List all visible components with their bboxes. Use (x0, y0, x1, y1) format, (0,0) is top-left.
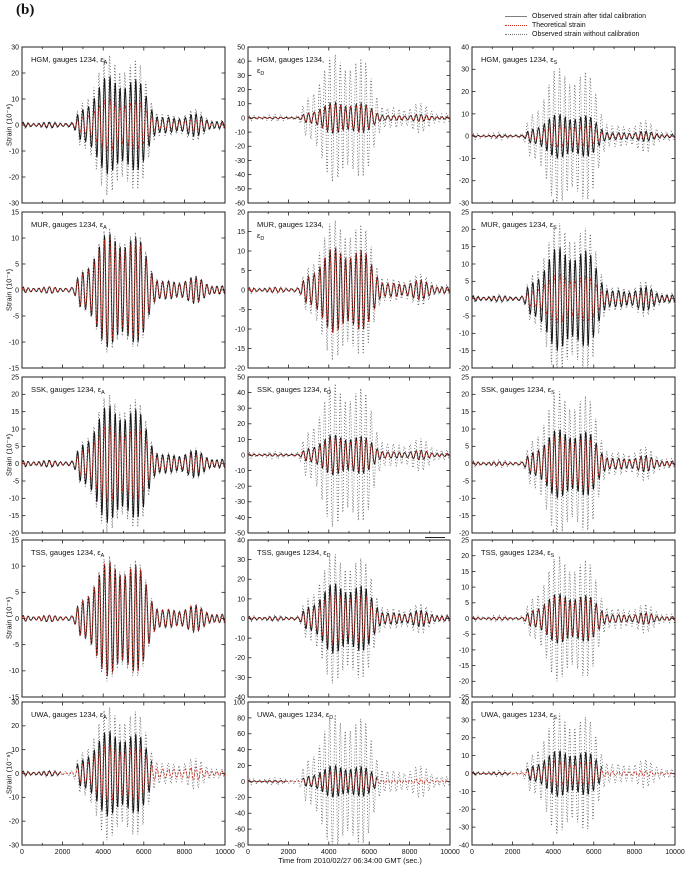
svg-text:0: 0 (15, 770, 19, 778)
svg-text:-5: -5 (12, 642, 19, 650)
svg-text:-10: -10 (234, 468, 245, 475)
svg-text:50: 50 (237, 44, 245, 52)
svg-text:30: 30 (461, 66, 469, 74)
svg-text:-15: -15 (8, 365, 19, 373)
svg-text:-20: -20 (458, 806, 469, 814)
svg-text:-5: -5 (238, 306, 245, 314)
svg-text:-20: -20 (234, 483, 245, 491)
y-axis-title-row5: Strain (10⁻⁹) (4, 751, 14, 795)
svg-text:0: 0 (465, 296, 469, 304)
svg-text:6000: 6000 (361, 849, 377, 856)
svg-text:5: 5 (241, 267, 245, 275)
svg-text:0: 0 (15, 461, 19, 469)
svg-text:20: 20 (11, 70, 19, 78)
svg-text:εD: $\varepsilon_D$ (257, 231, 265, 242)
svg-text:10000: 10000 (215, 849, 235, 856)
svg-text:0: 0 (15, 615, 19, 623)
svg-text:25: 25 (11, 374, 19, 382)
svg-text:20: 20 (237, 209, 245, 217)
svg-text:-15: -15 (8, 694, 19, 702)
svg-text:10: 10 (11, 426, 19, 434)
panel-SSK-εD (235, 374, 450, 537)
svg-text:10: 10 (461, 584, 469, 592)
svg-text:-5: -5 (12, 478, 19, 486)
svg-text:15: 15 (11, 537, 19, 545)
panel-HGM-εD (235, 44, 450, 207)
svg-text:15: 15 (237, 228, 245, 236)
svg-text:20: 20 (11, 723, 19, 731)
svg-text:-15: -15 (458, 348, 469, 356)
svg-text:10: 10 (461, 261, 469, 269)
svg-text:25: 25 (461, 374, 469, 382)
svg-text:-5: -5 (462, 313, 469, 321)
x-axis-title: Time from 2010/02/27 06:34:00 GMT (sec.) (278, 856, 422, 865)
svg-text:10: 10 (461, 111, 469, 119)
svg-text:0: 0 (465, 770, 469, 778)
panel-HGM-εS (459, 44, 675, 207)
svg-text:-30: -30 (234, 674, 245, 682)
svg-text:4000: 4000 (321, 849, 337, 856)
svg-text:6000: 6000 (136, 849, 152, 856)
svg-text:UWA, gauges 1234, εD: UWA, gauges 1234, $\varepsilon_D$ (257, 710, 334, 721)
panel-TSS-εD (235, 537, 450, 701)
svg-text:20: 20 (237, 762, 245, 770)
svg-text:20: 20 (237, 576, 245, 584)
svg-text:-20: -20 (234, 794, 245, 802)
svg-text:30: 30 (237, 72, 245, 80)
svg-text:2000: 2000 (54, 849, 71, 856)
svg-text:4000: 4000 (545, 849, 561, 856)
svg-text:10: 10 (237, 101, 245, 109)
svg-text:-10: -10 (234, 129, 245, 137)
panel-MUR-εS (459, 209, 675, 375)
svg-text:15: 15 (461, 409, 469, 417)
svg-text:UWA, gauges 1234, εA: UWA, gauges 1234, $\varepsilon_A$ (31, 710, 107, 721)
svg-text:TSS, gauges 1234, εD: TSS, gauges 1234, $\varepsilon_D$ (257, 548, 331, 559)
svg-text:20: 20 (461, 553, 469, 561)
svg-text:10000: 10000 (665, 849, 685, 856)
svg-text:SSK, gauges 1234, εA: SSK, gauges 1234, $\varepsilon_A$ (31, 385, 105, 396)
svg-text:SSK, gauges 1234, εD: SSK, gauges 1234, $\varepsilon_D$ (257, 385, 331, 396)
svg-text:-10: -10 (458, 155, 469, 163)
svg-text:-15: -15 (458, 663, 469, 670)
svg-text:60: 60 (237, 731, 245, 739)
svg-text:0: 0 (465, 615, 469, 623)
svg-text:0: 0 (241, 115, 245, 123)
svg-text:5: 5 (15, 589, 19, 597)
svg-text:TSS, gauges 1234, εA: TSS, gauges 1234, $\varepsilon_A$ (31, 548, 105, 559)
legend-label: Observed strain without calibration (532, 31, 640, 38)
svg-text:-25: -25 (458, 694, 469, 702)
svg-text:0: 0 (241, 615, 245, 623)
panel-UWA-εD (233, 699, 460, 856)
svg-text:-80: -80 (234, 842, 245, 850)
svg-text:-10: -10 (8, 668, 19, 676)
y-axis-title-row4: Strain (10⁻⁹) (4, 596, 14, 640)
svg-text:0: 0 (465, 461, 469, 469)
svg-text:0: 0 (470, 849, 474, 856)
svg-text:5: 5 (465, 278, 469, 286)
svg-text:4000: 4000 (95, 849, 111, 856)
svg-text:40: 40 (237, 747, 245, 755)
svg-text:30: 30 (11, 44, 19, 52)
svg-text:10: 10 (11, 747, 19, 755)
svg-text:0: 0 (15, 287, 19, 295)
svg-text:-20: -20 (8, 530, 19, 538)
svg-text:25: 25 (461, 537, 469, 545)
svg-text:-60: -60 (234, 826, 245, 834)
svg-text:0: 0 (20, 849, 24, 856)
svg-text:-20: -20 (234, 655, 245, 663)
svg-text:5: 5 (15, 261, 19, 269)
svg-text:20: 20 (461, 226, 469, 234)
svg-text:10: 10 (237, 436, 245, 444)
panel-UWA-εA (9, 699, 235, 856)
svg-text:-10: -10 (234, 635, 245, 643)
svg-text:-10: -10 (458, 788, 469, 796)
svg-text:-15: -15 (458, 513, 469, 521)
svg-text:40: 40 (237, 537, 245, 545)
svg-text:-30: -30 (458, 824, 469, 832)
svg-text:6000: 6000 (586, 849, 602, 856)
y-axis-title-row1: Strain (10⁻⁹) (4, 103, 14, 147)
svg-text:-20: -20 (458, 365, 469, 373)
svg-text:10: 10 (11, 563, 19, 571)
svg-text:MUR, gauges 1234, εS: MUR, gauges 1234, $\varepsilon_S$ (481, 220, 557, 231)
svg-text:0: 0 (15, 122, 19, 130)
svg-text:-10: -10 (8, 794, 19, 802)
scale-bar-mark (425, 537, 445, 538)
svg-text:40: 40 (237, 390, 245, 397)
svg-text:-10: -10 (458, 495, 469, 503)
svg-text:-50: -50 (234, 186, 245, 194)
svg-text:15: 15 (11, 409, 19, 417)
svg-text:HGM, gauges 1234, εS: HGM, gauges 1234, $\varepsilon_S$ (481, 55, 558, 66)
svg-text:15: 15 (461, 244, 469, 252)
svg-text:0: 0 (241, 778, 245, 786)
svg-text:-10: -10 (8, 339, 19, 347)
svg-text:HGM, gauges 1234, εA: HGM, gauges 1234, $\varepsilon_A$ (31, 55, 108, 66)
svg-text:8000: 8000 (401, 849, 418, 856)
svg-text:20: 20 (461, 88, 469, 96)
svg-text:-50: -50 (234, 530, 245, 538)
panel-MUR-εD (235, 209, 450, 372)
svg-text:40: 40 (461, 44, 469, 52)
svg-text:SSK, gauges 1234, εS: SSK, gauges 1234, $\varepsilon_S$ (481, 385, 555, 396)
svg-text:-30: -30 (234, 499, 245, 507)
panel-SSK-εS (459, 374, 675, 537)
panel-TSS-εA (9, 537, 225, 701)
svg-text:10000: 10000 (440, 849, 460, 856)
svg-text:-20: -20 (8, 818, 19, 826)
svg-text:5: 5 (465, 443, 469, 451)
svg-text:15: 15 (461, 568, 469, 576)
svg-text:10: 10 (11, 96, 19, 104)
svg-text:HGM, gauges 1234,: HGM, gauges 1234, (257, 55, 325, 64)
svg-text:0: 0 (246, 849, 250, 856)
svg-text:-40: -40 (234, 172, 245, 180)
svg-text:2000: 2000 (280, 849, 297, 856)
svg-text:-20: -20 (234, 143, 245, 151)
svg-text:-5: -5 (462, 631, 469, 639)
svg-text:-15: -15 (234, 345, 245, 353)
svg-text:-20: -20 (458, 178, 469, 186)
svg-text:10: 10 (461, 753, 469, 761)
svg-text:50: 50 (237, 374, 245, 382)
svg-text:-10: -10 (8, 148, 19, 156)
svg-text:-15: -15 (8, 513, 19, 521)
svg-text:5: 5 (465, 600, 469, 608)
svg-text:-5: -5 (462, 478, 469, 486)
svg-text:25: 25 (461, 209, 469, 217)
figure-panel-label: (b) (16, 2, 35, 18)
svg-text:0: 0 (465, 133, 469, 141)
svg-text:0: 0 (241, 287, 245, 295)
svg-text:8000: 8000 (176, 849, 193, 856)
svg-text:-40: -40 (234, 810, 245, 818)
panel-UWA-εS (459, 699, 685, 856)
svg-text:80: 80 (237, 715, 245, 723)
svg-text:-20: -20 (8, 174, 19, 182)
legend-label: Observed strain after tidal calibration (532, 13, 646, 20)
svg-text:20: 20 (461, 391, 469, 399)
svg-text:5: 5 (15, 443, 19, 451)
svg-text:100: 100 (233, 699, 245, 707)
svg-text:30: 30 (11, 699, 19, 707)
svg-text:TSS, gauges 1234, εS: TSS, gauges 1234, $\varepsilon_S$ (481, 548, 555, 559)
svg-text:-30: -30 (8, 200, 19, 208)
svg-text:30: 30 (237, 557, 245, 565)
svg-text:10: 10 (237, 248, 245, 256)
svg-text:10: 10 (237, 596, 245, 604)
panel-SSK-εA (9, 374, 225, 537)
legend-label: Theoretical strain (532, 22, 586, 29)
svg-text:10: 10 (461, 426, 469, 434)
svg-text:MUR, gauges 1234,: MUR, gauges 1234, (257, 220, 324, 229)
svg-text:40: 40 (461, 699, 469, 707)
svg-text:-40: -40 (234, 514, 245, 522)
svg-text:-20: -20 (458, 530, 469, 538)
svg-text:20: 20 (237, 421, 245, 429)
svg-text:10: 10 (11, 235, 19, 243)
svg-text:-30: -30 (8, 842, 19, 850)
panel-HGM-εA (9, 44, 225, 207)
svg-text:-40: -40 (458, 842, 469, 850)
svg-text:UWA, gauges 1234, εS: UWA, gauges 1234, $\varepsilon_S$ (481, 710, 557, 721)
y-axis-title-row2: Strain (10⁻⁹) (4, 268, 14, 312)
svg-text:-10: -10 (234, 326, 245, 334)
svg-text:-60: -60 (234, 200, 245, 208)
svg-text:-40: -40 (234, 694, 245, 702)
svg-text:30: 30 (237, 405, 245, 413)
svg-text:-30: -30 (458, 200, 469, 208)
svg-text:-10: -10 (458, 647, 469, 655)
svg-text:20: 20 (461, 735, 469, 743)
svg-text:-20: -20 (458, 678, 469, 686)
panel-TSS-εS (459, 537, 675, 701)
svg-text:8000: 8000 (626, 849, 643, 856)
svg-text:-5: -5 (12, 313, 19, 321)
svg-text:0: 0 (241, 452, 245, 460)
svg-text:MUR, gauges 1234, εA: MUR, gauges 1234, $\varepsilon_A$ (31, 220, 107, 231)
svg-text:-20: -20 (234, 365, 245, 373)
svg-text:εD: $\varepsilon_D$ (257, 66, 265, 77)
svg-text:-10: -10 (8, 495, 19, 503)
svg-text:-30: -30 (234, 157, 245, 165)
svg-text:-10: -10 (458, 330, 469, 338)
svg-text:40: 40 (237, 58, 245, 66)
svg-text:15: 15 (11, 209, 19, 217)
svg-text:20: 20 (237, 86, 245, 94)
svg-text:2000: 2000 (504, 849, 521, 856)
svg-text:20: 20 (11, 391, 19, 399)
y-axis-title-row3: Strain (10⁻⁹) (4, 433, 14, 477)
panel-MUR-εA (9, 209, 225, 372)
svg-text:30: 30 (461, 717, 469, 725)
